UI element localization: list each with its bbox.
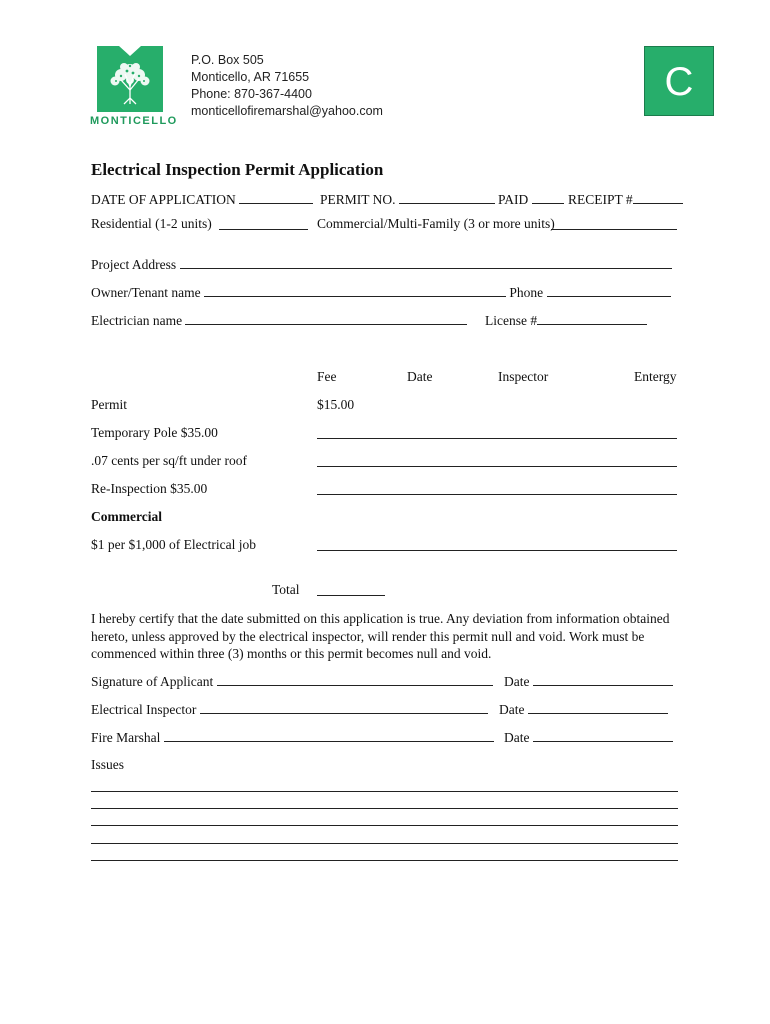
fire-marshal-signature-row (91, 730, 494, 746)
applicant-date-row (504, 674, 673, 690)
per-thousand-label: $1 per $1,000 of Electrical job (91, 537, 256, 552)
paid-row (498, 192, 564, 208)
inspector-header: Inspector (498, 369, 549, 384)
logo-text: MONTICELLO (90, 115, 178, 127)
commercial-heading: Commercial (91, 509, 162, 524)
per-thousand-field[interactable] (317, 550, 677, 551)
issues-line-1[interactable] (91, 791, 678, 792)
license-field[interactable] (537, 313, 647, 325)
applicant-signature-field[interactable] (217, 674, 493, 686)
temporary-pole-label: Temporary Pole $35.00 (91, 425, 218, 440)
issues-line-4[interactable] (91, 843, 678, 844)
phone-label: Phone (509, 285, 544, 300)
date-of-application-row (91, 192, 313, 208)
inspector-signature-label: Electrical Inspector (91, 702, 197, 717)
electrician-label: Electrician name (91, 313, 183, 328)
project-address-row (91, 257, 672, 273)
owner-tenant-label: Owner/Tenant name (91, 285, 201, 300)
fee-header: Fee (317, 369, 337, 384)
inspector-date-field[interactable] (528, 702, 668, 714)
applicant-signature-label: Signature of Applicant (91, 674, 214, 689)
paid-field[interactable] (532, 192, 564, 204)
permit-no-row (320, 192, 495, 208)
address-block (191, 52, 383, 120)
residential-label: Residential (1-2 units) (91, 216, 212, 231)
inspector-date-label: Date (499, 702, 525, 717)
address-line-1: P.O. Box 505 (191, 53, 264, 67)
per-sqft-field[interactable] (317, 466, 677, 467)
temporary-pole-field[interactable] (317, 438, 677, 439)
permit-label: Permit (91, 397, 127, 412)
issues-label: Issues (91, 757, 124, 772)
issues-line-5[interactable] (91, 860, 678, 861)
inspector-signature-field[interactable] (200, 702, 488, 714)
receipt-field[interactable] (633, 192, 683, 204)
paid-label: PAID (498, 192, 529, 207)
project-address-field[interactable] (180, 257, 672, 269)
address-line-4: monticellofiremarshal@yahoo.com (191, 104, 383, 118)
entergy-header: Entergy (634, 369, 677, 384)
permit-no-field[interactable] (399, 192, 495, 204)
date-of-application-field[interactable] (239, 192, 313, 204)
inspector-date-row (499, 702, 668, 718)
commercial-multi-field[interactable] (551, 229, 677, 230)
electrician-row (91, 313, 467, 329)
reinspection-field[interactable] (317, 494, 677, 495)
certification-text: I hereby certify that the date submitted on this application is true. Any deviation from information obtained hereto, unless approved by the electrical inspector, will render this permit null and void. Work must be commenced within three (3) months or this permit becomes null and void. (91, 611, 670, 661)
permit-fee: $15.00 (317, 397, 355, 412)
category-badge: C (644, 46, 714, 116)
receipt-row (568, 192, 683, 208)
monticello-logo (97, 46, 163, 112)
date-of-application-label: DATE OF APPLICATION (91, 192, 236, 207)
date-header: Date (407, 369, 433, 384)
applicant-date-label: Date (504, 674, 530, 689)
reinspection-label: Re-Inspection $35.00 (91, 481, 208, 496)
project-address-label: Project Address (91, 257, 177, 272)
license-row (485, 313, 647, 329)
phone-field[interactable] (547, 285, 671, 297)
fire-marshal-date-label: Date (504, 730, 530, 745)
permit-no-label: PERMIT NO. (320, 192, 396, 207)
total-field[interactable] (317, 595, 385, 596)
residential-field[interactable] (219, 229, 308, 230)
per-sqft-label: .07 cents per sq/ft under roof (91, 453, 247, 468)
applicant-date-field[interactable] (533, 674, 673, 686)
electrician-field[interactable] (185, 313, 467, 325)
tree-icon (97, 46, 163, 112)
owner-tenant-row (91, 285, 671, 301)
fire-marshal-date-row (504, 730, 673, 746)
address-line-3: Phone: 870-367-4400 (191, 87, 312, 101)
issues-line-3[interactable] (91, 825, 678, 826)
fire-marshal-label: Fire Marshal (91, 730, 161, 745)
receipt-label: RECEIPT # (568, 192, 633, 207)
fire-marshal-date-field[interactable] (533, 730, 673, 742)
total-label: Total (272, 582, 300, 597)
owner-tenant-field[interactable] (204, 285, 506, 297)
page-title: Electrical Inspection Permit Application (91, 160, 384, 179)
license-label: License # (485, 313, 538, 328)
fire-marshal-field[interactable] (164, 730, 494, 742)
applicant-signature-row (91, 674, 493, 690)
address-line-2: Monticello, AR 71655 (191, 70, 310, 84)
inspector-signature-row (91, 702, 488, 718)
commercial-multi-label: Commercial/Multi-Family (3 or more units) (317, 216, 555, 231)
issues-line-2[interactable] (91, 808, 678, 809)
